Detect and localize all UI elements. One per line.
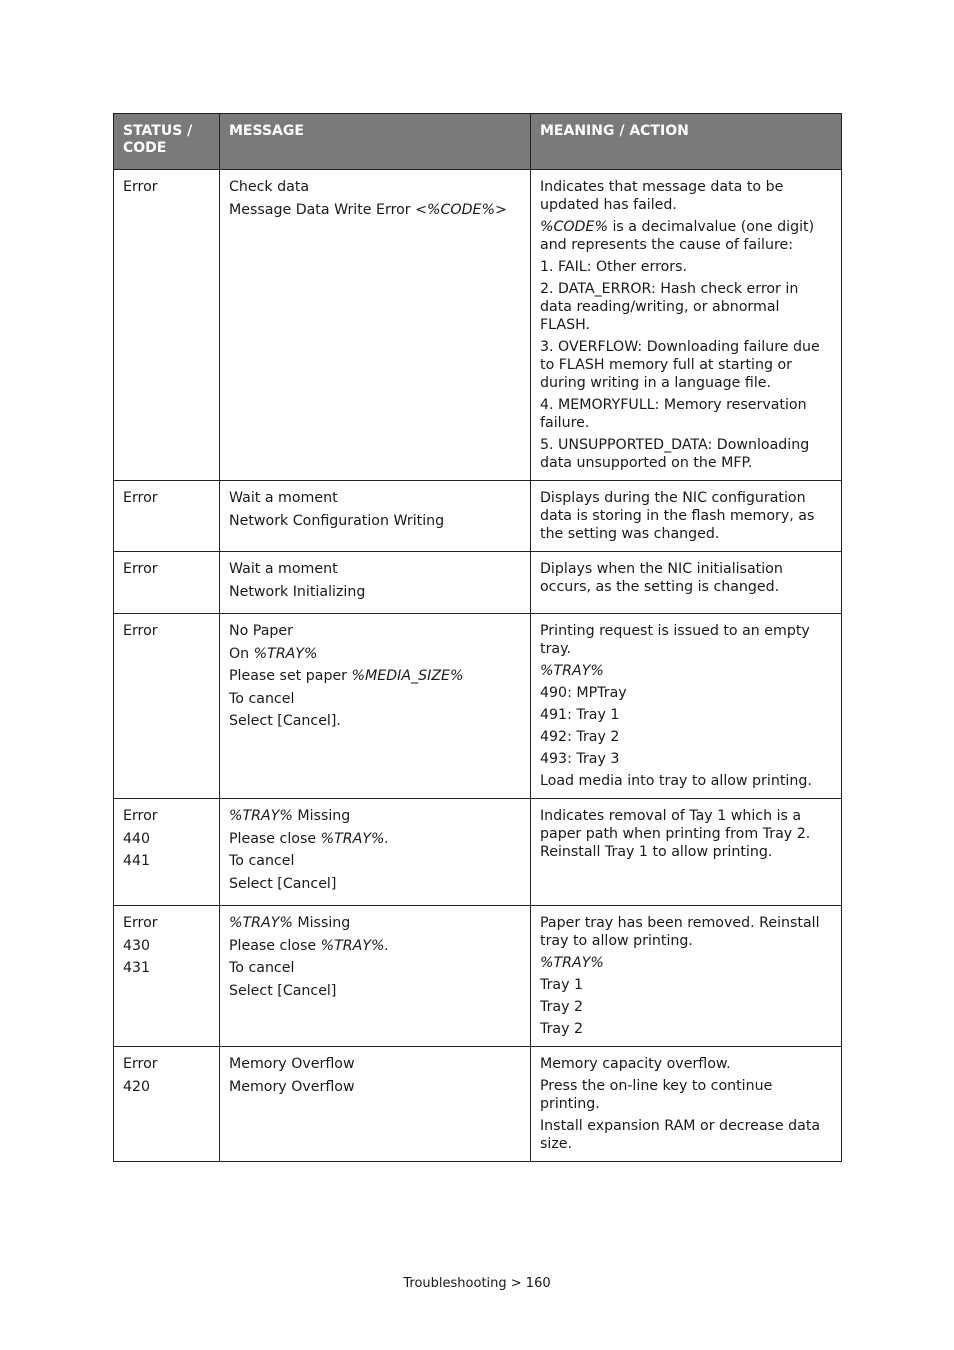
table-row bbox=[114, 552, 842, 614]
status-text: Error bbox=[123, 179, 158, 195]
text-segment: > bbox=[494, 201, 507, 218]
text-segment: 2. DATA_ERROR: Hash check error in data reading/writing, or abnormal FLASH. bbox=[540, 281, 799, 333]
meaning-cell bbox=[531, 614, 842, 799]
variable-placeholder: %TRAY% bbox=[540, 663, 604, 679]
message-line bbox=[229, 667, 521, 685]
text-segment: To cancel bbox=[229, 853, 295, 869]
status-text: Error bbox=[123, 1056, 158, 1072]
message-line bbox=[229, 489, 521, 507]
meaning-paragraph bbox=[540, 489, 832, 543]
text-segment: Tray 1 bbox=[540, 977, 584, 993]
variable-placeholder: %TRAY% bbox=[253, 645, 318, 662]
message-line bbox=[229, 959, 521, 977]
text-segment: 491: Tray 1 bbox=[540, 707, 620, 723]
text-segment: Please set paper bbox=[229, 668, 352, 684]
text-segment: Indicates that message data to be updated has failed. bbox=[540, 179, 784, 213]
meaning-paragraph bbox=[540, 218, 832, 254]
page-footer: Troubleshooting > 160 bbox=[403, 1276, 551, 1291]
meaning-paragraph bbox=[540, 662, 832, 680]
status-code-cell bbox=[114, 1047, 220, 1162]
text-segment: Select [Cancel] bbox=[229, 982, 337, 999]
table-body bbox=[114, 170, 842, 1162]
text-segment: Paper tray has been removed. Reinstall tray to allow printing. bbox=[540, 915, 820, 949]
meaning-cell bbox=[531, 906, 842, 1047]
text-segment: On bbox=[229, 645, 254, 662]
message-line bbox=[229, 560, 521, 578]
meaning-paragraph bbox=[540, 436, 832, 472]
message-line bbox=[229, 807, 521, 825]
meaning-cell bbox=[531, 799, 842, 906]
error-code: 440 bbox=[123, 830, 151, 847]
text-segment: 5. UNSUPPORTED_DATA: Downloading data unsupported on the MFP. bbox=[540, 437, 810, 471]
meaning-paragraph bbox=[540, 1077, 832, 1113]
message-line bbox=[229, 178, 521, 196]
error-code: 431 bbox=[123, 960, 151, 976]
header-meaning-action: MEANING / ACTION bbox=[531, 114, 842, 170]
message-cell bbox=[220, 906, 531, 1047]
message-line bbox=[229, 1055, 521, 1073]
message-line bbox=[229, 830, 521, 848]
status-text: Error bbox=[123, 808, 158, 824]
message-cell bbox=[220, 799, 531, 906]
message-cell bbox=[220, 1047, 531, 1162]
meaning-paragraph bbox=[540, 807, 832, 861]
text-segment: Select [Cancel]. bbox=[229, 713, 341, 729]
text-segment: is a decimalvalue (one digit) and represents the cause of failure: bbox=[540, 219, 815, 253]
status-text: Error bbox=[123, 915, 158, 931]
table-row bbox=[114, 1047, 842, 1162]
text-segment: Install expansion RAM or decrease data size. bbox=[540, 1118, 821, 1152]
table-row bbox=[114, 614, 842, 799]
meaning-paragraph bbox=[540, 976, 832, 994]
text-segment: Tray 2 bbox=[540, 1021, 584, 1037]
text-segment: To cancel bbox=[229, 690, 295, 707]
text-segment: Missing bbox=[292, 808, 351, 824]
message-cell bbox=[220, 481, 531, 552]
meaning-cell bbox=[531, 170, 842, 481]
text-segment: 490: MPTray bbox=[540, 685, 627, 701]
text-segment: Check data bbox=[229, 179, 310, 195]
text-segment: 492: Tray 2 bbox=[540, 729, 620, 745]
meaning-paragraph bbox=[540, 728, 832, 746]
status-text: Error bbox=[123, 623, 158, 639]
status-text: Error bbox=[123, 561, 158, 577]
meaning-cell bbox=[531, 552, 842, 614]
meaning-cell bbox=[531, 1047, 842, 1162]
message-line bbox=[229, 690, 521, 708]
message-line bbox=[229, 712, 521, 730]
error-code: 441 bbox=[123, 853, 151, 869]
table-row bbox=[114, 906, 842, 1047]
text-segment: Diplays when the NIC initialisation occurs, as the setting is changed. bbox=[540, 561, 783, 595]
variable-placeholder: %CODE% bbox=[540, 219, 608, 235]
meaning-paragraph bbox=[540, 772, 832, 790]
status-code-cell bbox=[114, 481, 220, 552]
variable-placeholder: %MEDIA_SIZE% bbox=[351, 668, 464, 684]
meaning-paragraph bbox=[540, 338, 832, 392]
text-segment: Select [Cancel] bbox=[229, 875, 337, 892]
text-segment: No Paper bbox=[229, 623, 293, 639]
text-segment: Message Data Write Error < bbox=[229, 201, 428, 218]
variable-placeholder: %TRAY% bbox=[229, 808, 293, 824]
meaning-paragraph bbox=[540, 178, 832, 214]
meaning-paragraph bbox=[540, 1020, 832, 1038]
meaning-paragraph bbox=[540, 914, 832, 950]
meaning-paragraph bbox=[540, 750, 832, 768]
meaning-paragraph bbox=[540, 280, 832, 334]
text-segment: Press the on-line key to continue printing. bbox=[540, 1078, 773, 1112]
meaning-paragraph bbox=[540, 706, 832, 724]
message-line bbox=[229, 622, 521, 640]
message-cell bbox=[220, 552, 531, 614]
error-code: 430 bbox=[123, 937, 151, 954]
variable-placeholder: %CODE% bbox=[427, 201, 495, 218]
message-line bbox=[229, 1078, 521, 1096]
text-segment: 1. FAIL: Other errors. bbox=[540, 259, 688, 275]
text-segment: Wait a moment bbox=[229, 561, 338, 577]
text-segment: Memory capacity overflow. bbox=[540, 1056, 731, 1072]
text-segment: 493: Tray 3 bbox=[540, 751, 620, 767]
table-row bbox=[114, 799, 842, 906]
meaning-paragraph bbox=[540, 1055, 832, 1073]
status-code-cell bbox=[114, 906, 220, 1047]
table-row bbox=[114, 170, 842, 481]
meaning-paragraph bbox=[540, 258, 832, 276]
text-segment: Load media into tray to allow printing. bbox=[540, 773, 812, 789]
status-code-cell bbox=[114, 799, 220, 906]
status-code-cell bbox=[114, 614, 220, 799]
table-header-row bbox=[114, 114, 842, 170]
message-line bbox=[229, 937, 521, 955]
variable-placeholder: %TRAY% bbox=[229, 915, 293, 931]
message-line bbox=[229, 201, 521, 219]
message-line bbox=[229, 512, 521, 530]
message-line bbox=[229, 875, 521, 893]
header-message: MESSAGE bbox=[220, 114, 531, 170]
error-code: 420 bbox=[123, 1078, 151, 1095]
message-line bbox=[229, 982, 521, 1000]
meaning-paragraph bbox=[540, 396, 832, 432]
meaning-paragraph bbox=[540, 998, 832, 1016]
meaning-paragraph bbox=[540, 1117, 832, 1153]
text-segment: Network Initializing bbox=[229, 583, 366, 600]
message-line bbox=[229, 852, 521, 870]
text-segment: 4. MEMORYFULL: Memory reservation failure. bbox=[540, 397, 807, 431]
message-cell bbox=[220, 614, 531, 799]
error-code-table bbox=[113, 113, 842, 1162]
meaning-paragraph bbox=[540, 954, 832, 972]
text-segment: Memory Overflow bbox=[229, 1078, 355, 1095]
text-segment: Indicates removal of Tay 1 which is a paper path when printing from Tray 2. Reinstall Tray 1 to allow printing. bbox=[540, 808, 811, 860]
text-segment: Printing request is issued to an empty tray. bbox=[540, 623, 810, 657]
status-text: Error bbox=[123, 490, 158, 506]
table-row bbox=[114, 481, 842, 552]
meaning-paragraph bbox=[540, 560, 832, 596]
message-line bbox=[229, 914, 521, 932]
text-segment: Displays during the NIC configuration data is storing in the flash memory, as the setting was changed. bbox=[540, 490, 815, 542]
text-segment: 3. OVERFLOW: Downloading failure due to FLASH memory full at starting or during writing in a language file. bbox=[540, 339, 820, 391]
variable-placeholder: %TRAY%. bbox=[320, 937, 389, 954]
text-segment: Wait a moment bbox=[229, 490, 338, 506]
message-line bbox=[229, 583, 521, 601]
status-code-cell bbox=[114, 170, 220, 481]
meaning-paragraph bbox=[540, 684, 832, 702]
variable-placeholder: %TRAY%. bbox=[320, 830, 389, 847]
meaning-paragraph bbox=[540, 622, 832, 658]
text-segment: To cancel bbox=[229, 960, 295, 976]
variable-placeholder: %TRAY% bbox=[540, 955, 604, 971]
text-segment: Memory Overflow bbox=[229, 1056, 355, 1072]
text-segment: Please close bbox=[229, 830, 321, 847]
header-status-code: STATUS / CODE bbox=[114, 114, 220, 170]
message-line bbox=[229, 645, 521, 663]
text-segment: Network Configuration Writing bbox=[229, 512, 445, 529]
text-segment: Tray 2 bbox=[540, 999, 584, 1015]
text-segment: Please close bbox=[229, 937, 321, 954]
text-segment: Missing bbox=[292, 915, 351, 931]
status-code-cell bbox=[114, 552, 220, 614]
meaning-cell bbox=[531, 481, 842, 552]
message-cell bbox=[220, 170, 531, 481]
